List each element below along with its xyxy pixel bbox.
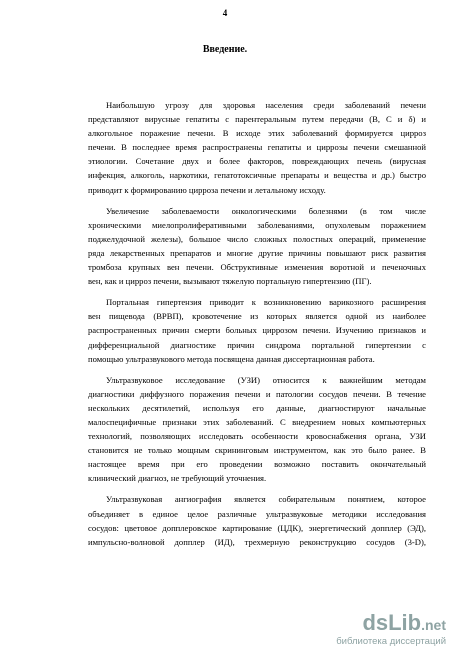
text-line: инфекция, алкоголь, наркотики, гепатотоксичные препараты и вещества и др.) быстро	[88, 170, 426, 181]
text-line: тромбоза крупных вен печени. Обструктивные изменения воротной и печеночных	[88, 262, 426, 273]
watermark-logo-main: dsLib	[362, 610, 422, 635]
text-line: этиологии. Сочетание двух и более факторов, повреждающих печень (вирусная	[88, 156, 426, 167]
text-line: Наибольшую угрозу для здоровья населения среди заболеваний печени	[106, 100, 426, 110]
paragraph-5	[88, 492, 426, 548]
document-body	[88, 98, 426, 556]
text-line: нескольких десятилетий, используя его данные, диагностируют начальные	[88, 402, 426, 413]
text-line: вен, как и цирроз печени, вызывают тяжелую портальную гипертензию (ПГ).	[88, 276, 372, 287]
text-line: технологий, позволяющих исследовать особенности кровоснабжения органа, УЗИ	[88, 431, 426, 442]
paragraph-4	[88, 373, 426, 486]
page-number: 4	[222, 8, 228, 18]
text-line: становится не только мощным скрининговым инструментом, как это было ранее. В	[88, 445, 426, 456]
text-line: Ультразвуковая ангиография является собирательным понятием, которое	[106, 494, 426, 505]
paragraph-2	[88, 204, 426, 289]
text-line: Увеличение заболеваемости онкологическими болезнями (в том числе	[106, 205, 426, 216]
text-line: малоспецифичные признаки этих заболеваний. С внедрением новых компьютерных	[88, 416, 426, 427]
text-line: алкогольное поражение печени. В исходе этих заболеваний формируется цирроз	[88, 128, 426, 139]
section-heading: Введение.	[202, 44, 248, 55]
text-line: приводит к формированию цирроза печени и летальному исходу.	[88, 184, 326, 195]
text-line: ряда лекарственных препаратов и многие другие причины повышают риск развития	[88, 247, 426, 258]
paragraph-1	[88, 98, 426, 197]
text-line: Портальная гипертензия приводит к возникновению варикозного расширения	[106, 297, 426, 308]
text-line: вен пищевода (ВРВП), кровотечение из которых является одной из наиболее	[88, 311, 426, 322]
paragraph-3	[88, 295, 426, 365]
text-line: Ультразвуковое исследование (УЗИ) относится к важнейшим методам	[106, 374, 426, 385]
text-line: объединяет в единое целое различные ультразвуковые методики исследования	[88, 508, 426, 519]
text-line: хроническими миелопролиферативными заболеваниями, опухолевым поражением	[88, 219, 426, 230]
text-line: настоящее время при его проведении возможно поставить окончательный	[88, 459, 426, 470]
text-line: печени. В последнее время распространены гепатиты и циррозы печени смешанной	[88, 142, 426, 153]
text-line: представляют вирусные гепатиты с парентеральным путем передачи (В, С и δ) и	[88, 114, 426, 125]
text-line: клинический диагноз, не требующий уточнения.	[88, 473, 267, 484]
text-line: дифференциальной диагностике причин синдрома портальной гипертензии с	[88, 339, 426, 350]
text-line: распространенных причин смерти больных циррозом печени. Изучению признаков и	[88, 325, 426, 336]
text-line: сосудов: цветовое допплеровское картирование (ЦДК), энергетический допплер (ЭД),	[88, 522, 426, 533]
watermark-logo	[362, 612, 446, 636]
text-line: диагностики диффузного поражения печени и патологии сосудов печени. В течение	[88, 388, 426, 399]
watermark-logo-suffix: .net	[421, 617, 446, 633]
text-line: импульсно-волновой допплер (ИД), трехмерную реконструкцию сосудов (3-D),	[88, 536, 426, 547]
watermark	[336, 612, 446, 648]
text-line: поджелудочной железы), большое число сложных полостных операций, применение	[88, 233, 426, 244]
watermark-tagline: библиотека диссертаций	[336, 636, 446, 647]
text-line: помощью ультразвукового метода посвящена данная диссертационная работа.	[88, 353, 375, 364]
